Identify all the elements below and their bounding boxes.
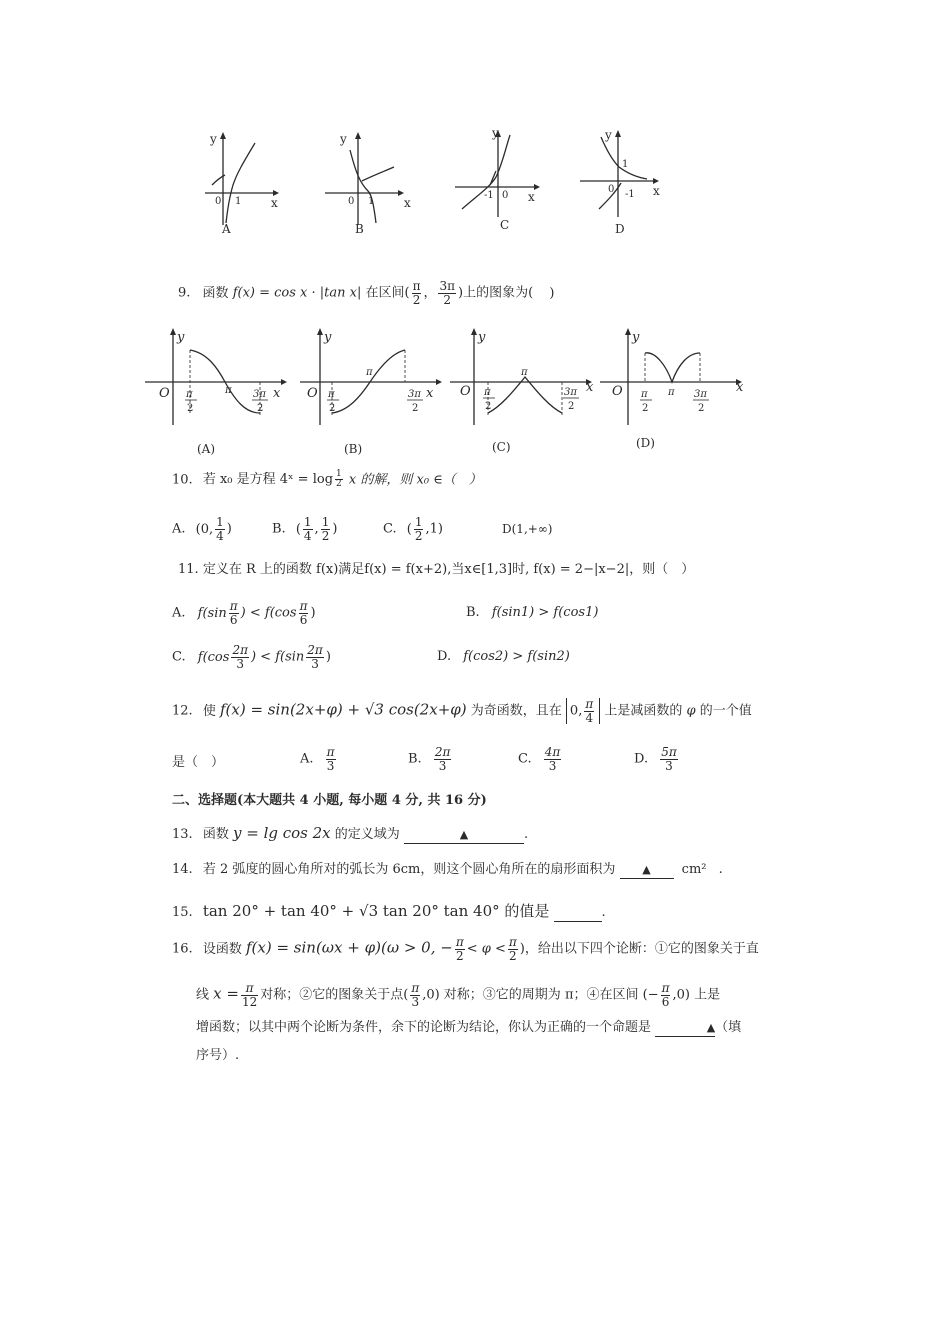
q10-a-close: ) [226,521,232,537]
graph-a-origin: 0 [215,196,222,207]
q12-interval [566,698,600,724]
q10-option-d [502,522,553,536]
q10-a-d: 4 [216,528,224,543]
graph-a-tick-1: 1 [235,196,242,207]
q12-a-d: 3 [326,758,335,773]
graph-d-tick-neg1: -1 [625,189,635,200]
q16-l1-frac-1 [455,936,465,962]
q9-f1-den: 2 [412,292,421,307]
q10-a-n: 1 [216,515,224,529]
q9-func: f(x) = cos x · |tan x| [232,285,362,301]
graph-d-x-label: x [653,184,660,198]
q12-text-b: 为奇函数，且在 [470,703,562,719]
q11-text: 定义在 R 上的函数 f(x)满足f(x) = f(x+2),当x∈[1,3]时, f(x) = 2−|x−2|，则（ ） [202,562,695,577]
graph-c-tick-neg1: -1 [484,190,494,201]
top-graph-b [320,125,420,235]
q9-f2-den: 2 [443,292,452,307]
q13-marker: ▲ [459,828,469,841]
graph-b-tick-1: 1 [368,196,375,207]
q16-l3-end: （填 [715,1020,742,1035]
graph-b-x-label: x [404,196,411,210]
q10-text: 若 x₀ 是方程 4ˣ = log [202,472,334,488]
q9-a-pi2-num: π [186,389,193,400]
q10-base [335,470,343,490]
q12-option-b [408,746,453,772]
q11-a-n1: π [229,599,238,613]
q9-c-x: x [586,380,594,395]
q9-a-3pi2-den: 2 [257,403,264,414]
q12-int-frac [584,698,594,724]
q16-l2-a: 线 [196,987,210,1003]
q10-b-d1: 4 [303,528,312,543]
q9-b-x: x [426,386,434,401]
q9-frac-2 [438,280,456,306]
q9-a-o: O [159,386,170,401]
q12-c-frac [544,746,562,772]
q10-c-d: 2 [414,528,423,543]
q12-func: f(x) = sin(2x+φ) + √3 cos(2x+φ) [219,700,467,719]
q10-b-n1: 1 [303,515,312,529]
question-11 [178,562,694,578]
q12-text-e: 是（ ） [172,755,225,770]
graph-d-label: D [615,222,625,236]
q10-a-frac [215,516,225,542]
q16-l1-d2: 2 [508,948,517,963]
q14-unit: cm² [681,862,707,877]
q16-l2-b: 对称；②它的图象关于点( [260,987,409,1003]
graph-a-label: A [222,222,231,236]
graph-c-svg [450,125,550,235]
q12-phi: φ [686,703,696,719]
q9-c-label: (C) [492,440,511,454]
graph-a-svg [195,125,295,235]
q11-a-mid: ) < f(cos [240,605,297,621]
graph-d-y-label: y [605,128,612,142]
q10-number: 10. [172,472,193,488]
q9-graph-c-svg [450,325,600,460]
q16-l4: 序号）. [196,1048,240,1063]
q9-text-c: )上的图象为( [458,285,534,301]
q12-c-label: C. [518,751,532,767]
q13-text-a: 函数 [202,827,229,842]
q9-d-x: x [736,380,744,395]
q16-number: 16. [172,941,193,957]
q9-a-x: x [273,386,281,401]
q12-b-label: B. [408,751,422,767]
q16-l1-b: )，给出以下四个论断：①它的图象关于直 [519,941,759,957]
q9-graph-a [145,325,295,460]
q13-text-b: 的定义域为 [334,827,400,842]
graph-c-label: C [500,218,510,232]
q11-a-post: ) [310,605,316,621]
q12-b-n: 2π [434,745,451,759]
q16-l2-d: ,0) 上是 [672,987,721,1003]
q9-c-3pi2-num: 3π [564,387,577,398]
q9-c-o: O [460,384,471,399]
q12-b-frac [434,746,452,772]
q12-c-n: 4π [544,745,561,759]
q12-b-d: 3 [438,758,447,773]
q9-c-y: y [478,330,486,345]
q9-d-3pi2-den: 2 [698,403,705,414]
q10-b-open: ( [295,521,301,537]
q12-d-d: 3 [665,758,673,773]
q16-l1-func: f(x) = sin(ωx + φ)(ω > 0, − [245,938,453,957]
q10-c-frac [414,516,424,542]
q11-c-post: ) [325,649,331,665]
q9-b-y: y [324,330,332,345]
section-2-title: 二、选择题(本大题共 4 小题, 每小题 4 分, 共 16 分) [172,793,487,808]
q15-answer-blank[interactable] [554,905,602,922]
q9-d-label: (D) [636,436,655,450]
q12-number: 12. [172,703,193,719]
q14-number: 14. [172,862,193,877]
question-16-line-2 [196,982,720,1008]
q9-graph-d [600,325,750,460]
q9-b-3pi2-num: 3π [408,389,421,400]
q11-a-frac-1 [229,600,239,626]
q9-comma: ， [423,285,437,301]
q16-l1-frac-2 [508,936,518,962]
graph-d-svg [575,125,675,235]
q10-d-value: (1,+∞) [511,522,553,536]
graph-b-y-label: y [340,132,347,146]
q16-l3: 增函数；以其中两个论断为条件，余下的论断为结论，你认为正确的一个命题是 [196,1020,652,1035]
q16-l1-a: 设函数 [202,941,242,957]
q12-int-a: 0, [569,703,583,719]
q16-l1-mid: < φ < [466,941,506,957]
q10-b-frac-2 [321,516,331,542]
q10-text-b: x 的解，则 x₀ ∈（ ） [348,472,482,488]
graph-a-x-label: x [271,196,278,210]
q10-c-n: 1 [414,515,423,529]
q9-a-label: (A) [197,442,216,456]
graph-c-x-label: x [528,190,535,204]
q14-end: . [718,862,723,877]
graph-c-y-label: y [492,126,499,140]
q13-number: 13. [172,827,193,842]
top-graph-c [450,125,550,235]
q11-option-d [437,649,570,664]
q11-b-text: f(sin1) > f(cos1) [491,605,599,620]
graph-d-origin: 0 [608,184,615,195]
q11-a-d2: 6 [299,612,308,627]
q9-a-pi2-den: 2 [187,403,194,414]
q15-text: tan 20° + tan 40° + √3 tan 20° tan 40° 的值是 [202,902,550,920]
q16-l2-frac-3 [661,982,671,1008]
q9-b-pi2-num: π [328,389,335,400]
q16-l2-d2: 3 [411,994,420,1009]
q10-option-a [172,516,232,542]
q12-option-c [518,746,563,772]
q12-c-d: 3 [548,758,557,773]
q9-text-d: ) [549,285,555,301]
q16-l2-d3: 6 [661,994,670,1009]
q11-c-n1: 2π [232,643,248,657]
q10-option-c [383,516,443,542]
q9-graph-b [300,325,450,460]
top-graph-a [195,125,295,235]
q16-marker: ▲ [706,1021,716,1034]
q11-option-a [172,600,316,626]
q9-b-pi: π [366,367,373,378]
q9-graph-c [450,325,600,460]
q14-answer-blank[interactable] [620,862,674,879]
graph-d-tick-1: 1 [622,159,629,170]
q9-d-pi2-num: π [641,389,648,400]
q11-a-n2: π [299,599,308,613]
question-16-line-3 [196,1020,741,1037]
graph-a-y-label: y [210,132,217,146]
q16-l2-c: ,0) 对称；③它的周期为 π；④在区间 (− [422,987,659,1003]
question-12-line-2 [172,755,224,771]
q10-c-close: ,1) [425,521,443,537]
q14-marker: ▲ [642,863,651,876]
q16-l1-d1: 2 [455,948,464,963]
q10-a-value: (0, [195,521,214,537]
q9-number: 9. [178,285,191,301]
question-14 [172,862,723,879]
q11-d-label: D. [437,649,452,664]
question-16-line-4 [196,1048,239,1064]
q9-d-3pi2-num: 3π [694,389,707,400]
q13-func: y = lg cos 2x [232,824,331,842]
q9-graph-d-svg [600,325,750,460]
q10-b-frac-1 [303,516,313,542]
q16-answer-blank[interactable] [655,1020,715,1037]
graph-c-origin: 0 [502,190,509,201]
q15-end: . [601,905,606,920]
question-13 [172,824,528,844]
q10-c-label: C. [383,521,397,537]
q12-int-d: 4 [585,710,594,725]
graph-b-origin: 0 [348,196,355,207]
q11-c-d2: 3 [311,656,319,671]
question-9 [178,280,554,306]
q11-c-label: C. [172,649,186,665]
q12-d-frac [660,746,678,772]
q9-b-label: (B) [344,442,363,456]
q13-end: . [523,827,529,842]
question-12 [172,698,752,724]
q12-option-d [634,746,680,772]
q9-c-3pi2-den: 2 [568,401,575,412]
q12-d-label: D. [634,751,649,767]
q12-text-d: 的一个值 [699,703,752,719]
q11-a-pre: f(sin [197,605,227,621]
q16-l2-x: x = [213,984,239,1003]
q11-option-c [172,644,331,670]
q12-a-label: A. [300,751,314,767]
q9-f2-num: 3π [439,279,456,293]
q10-a-label: A. [172,521,186,537]
q9-d-pi: π [668,387,675,398]
q9-f1-num: π [412,279,421,293]
graph-b-svg [320,125,420,235]
top-graph-d [575,125,675,235]
q9-c-pi2-num: π [484,387,491,398]
q11-c-frac-1 [231,644,249,670]
q10-base-num: 1 [336,469,342,479]
q10-base-den: 2 [336,479,342,490]
q16-l2-d1: 12 [241,994,258,1009]
q9-d-o: O [612,384,623,399]
q10-b-n2: 1 [321,515,330,529]
q12-text-a: 使 [202,703,216,719]
q16-l2-n1: π [241,982,258,996]
q16-l2-n2: π [411,981,420,995]
q10-d-label: D [502,522,512,536]
q12-a-n: π [326,745,335,759]
q11-c-n2: 2π [307,643,323,657]
q10-option-b: B. ( $\frac{1}{4}$ , $\frac{1}{2}$ ) [272,515,338,543]
q10-b-d2: 2 [321,528,330,543]
q9-d-pi2-den: 2 [642,403,649,414]
q9-c-pi: π [521,367,528,378]
q10-b-close: ) [332,521,338,537]
q10-c-open: ( [406,521,412,537]
q9-text-b: 在区间( [365,285,410,301]
q9-graph-a-svg [145,325,295,460]
graph-b-label: B [355,222,364,236]
q9-b-3pi2-den: 2 [412,403,419,414]
q11-a-d1: 6 [229,612,238,627]
q12-int-n: π [585,697,594,711]
q9-b-pi2-den: 2 [329,403,336,414]
question-10 [172,470,482,490]
q16-l1-n1: π [455,935,464,949]
q11-a-label: A. [172,605,186,621]
q11-number: 11. [178,562,199,577]
q16-l2-frac-1 [241,982,258,1008]
q9-text-a: 函数 [202,285,229,301]
q9-a-pi: π [225,385,232,396]
q9-a-3pi2-num: 3π [253,389,266,400]
q16-l1-n2: π [508,935,517,949]
q12-text-c: 上是减函数的 [604,703,683,719]
q16-l2-n3: π [661,981,670,995]
q15-number: 15. [172,905,193,920]
q11-option-b [466,605,598,620]
question-16-line-1 [172,936,759,962]
question-15 [172,902,606,922]
q9-b-o: O [307,386,318,401]
q12-d-n: 5π [661,745,677,759]
q10-b-label: B. [272,521,286,537]
q11-b-label: B. [466,605,480,620]
q12-option-a [300,746,338,772]
q9-frac-1 [412,280,422,306]
q12-a-frac [326,746,336,772]
q14-text: 若 2 弧度的圆心角所对的弧长为 6cm，则这个圆心角所在的扇形面积为 [202,862,616,877]
q11-a-frac-2 [299,600,309,626]
q11-c-frac-2 [306,644,324,670]
q11-d-text: f(cos2) > f(sin2) [463,649,570,664]
q13-answer-blank[interactable] [404,827,524,844]
q9-d-y: y [632,330,640,345]
q9-a-y: y [177,330,185,345]
q16-l2-frac-2 [410,982,420,1008]
q9-graph-b-svg [300,325,450,460]
q11-c-d1: 3 [236,656,245,671]
q11-c-pre: f(cos [197,649,230,665]
q11-c-mid: ) < f(sin [250,649,305,665]
q9-c-pi2-den: 2 [485,401,492,412]
